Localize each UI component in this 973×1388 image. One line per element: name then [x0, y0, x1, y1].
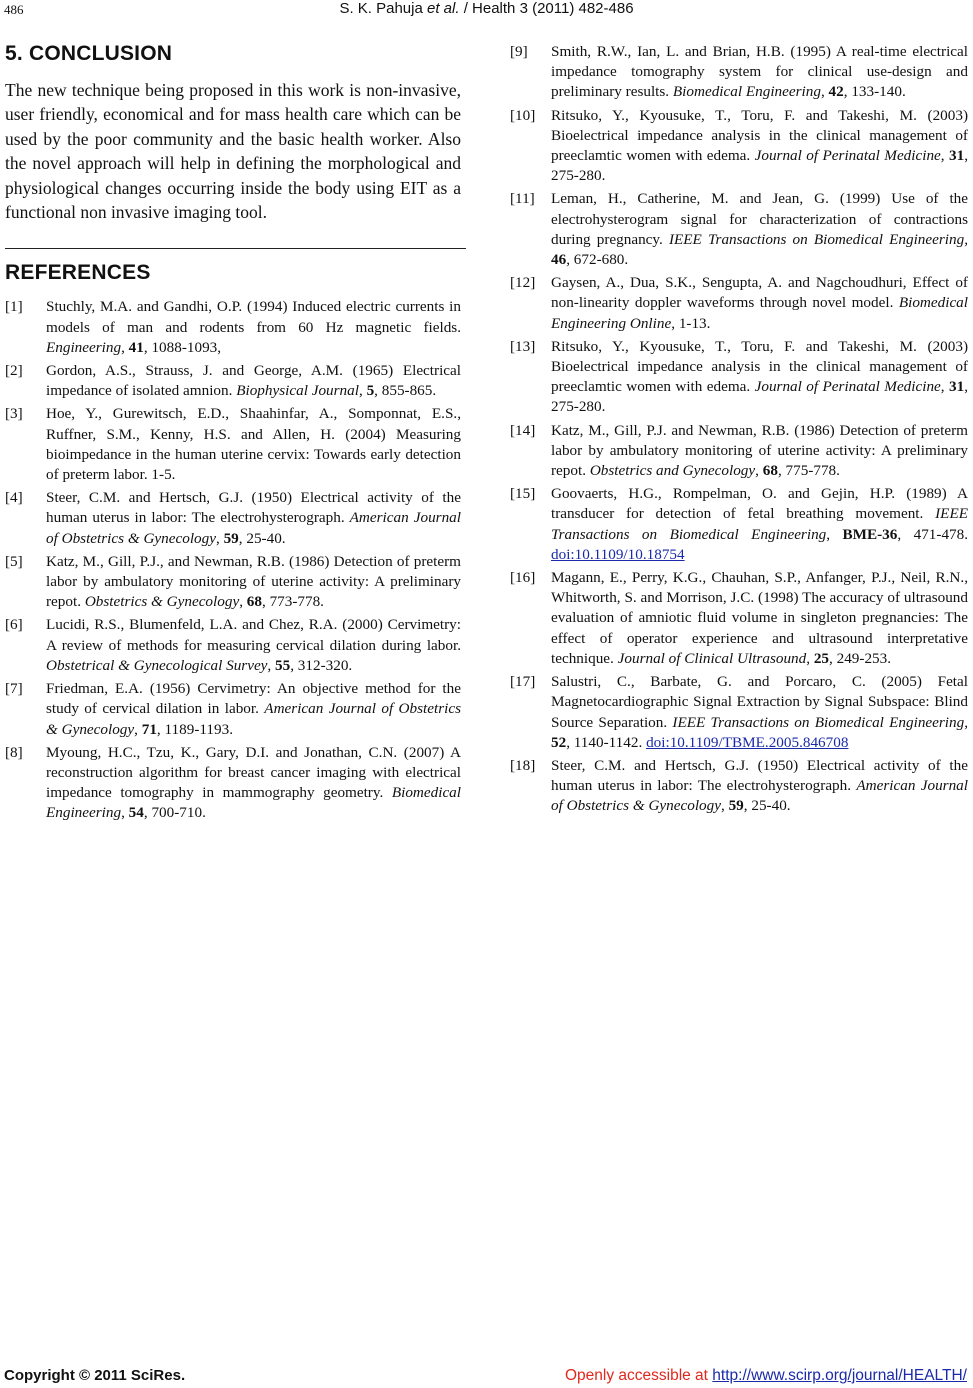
reference-pages: , 312-320.	[290, 656, 353, 674]
reference-item	[5, 297, 461, 358]
reference-text: Katz, M., Gill, P.J. and Newman, R.B. (1986) Detection of preterm labor by ambulatory monitoring of uterine activity: A preliminary repot.	[551, 421, 968, 480]
reference-text: Hoe, Y., Gurewitsch, E.D., Shaahinfar, A., Somponnat, E.S., Ruffner, S.M., Kenny, H.S. and Allen, H. (2004) Measuring bioimpedance in the human uterine cervix: Towards early detection of preterm labor. 1-5.	[46, 405, 461, 484]
reference-volume: 68	[246, 593, 262, 611]
reference-text: Steer, C.M. and Hertsch, G.J. (1950) Electrical activity of the human uterus in labor: The electrohysterograph.	[551, 756, 968, 795]
reference-journal: Biomedical Engineering	[46, 784, 461, 822]
reference-text: Lucidi, R.S., Blumenfeld, L.A. and Chez, R.A. (2000) Cervimetry: A review of methods for measuring cervical dilation during labor.	[46, 616, 461, 654]
left-column	[5, 42, 461, 827]
header-authors: S. K. Pahuja	[339, 0, 423, 17]
reference-pages: , 25-40.	[743, 797, 791, 815]
reference-journal: Obstetrical & Gynecological Survey	[46, 656, 268, 674]
reference-item	[5, 552, 461, 613]
reference-journal: Journal of Clinical Ultrasound	[617, 649, 807, 667]
conclusion-paragraph: The new technique being proposed in this work is non-invasive, user friendly, economical and for mass health care which can be used by the poor community and the basic health worker. Also the novel approach will help in defining the morphological and physiological changes occurring inside the body using EIT as a functional non invasive imaging tool.	[5, 80, 461, 223]
reference-number: [13]	[510, 337, 536, 355]
reference-number: [3]	[5, 405, 23, 423]
reference-item	[510, 189, 968, 270]
reference-separator: ,	[671, 314, 679, 332]
reference-number: [10]	[510, 106, 536, 124]
reference-number: [14]	[510, 421, 536, 439]
reference-volume: 59	[728, 797, 744, 815]
reference-text: Gordon, A.S., Strauss, J. and George, A.M. (1965) Electrical impedance of isolated amnion.	[46, 362, 461, 400]
reference-text: Leman, H., Catherine, M. and Jean, G. (1999) Use of the electrohysterogram signal for characterization of contractions during pregnancy.	[551, 190, 968, 248]
reference-journal: Biomedical Engineering Online	[551, 294, 968, 332]
reference-number: [11]	[510, 190, 535, 208]
reference-list-left	[5, 297, 461, 823]
reference-pages: , 700-710.	[143, 804, 206, 822]
reference-number: [4]	[5, 489, 23, 507]
reference-journal: IEEE Transactions on Biomedical Engineering	[551, 505, 968, 543]
right-column	[510, 42, 968, 820]
reference-separator: ,	[720, 797, 729, 815]
reference-text: Stuchly, M.A. and Gandhi, O.P. (1994) Induced electric currents in models of man and rodents from 60 Hz magnetic fields.	[46, 298, 461, 336]
reference-separator: ,	[121, 804, 129, 822]
reference-separator: ,	[358, 382, 367, 400]
reference-number: [16]	[510, 569, 536, 587]
reference-text: Friedman, E.A. (1956) Cervimetry: An objective method for the study of cervical dilation in labor.	[46, 680, 461, 718]
reference-separator: ,	[239, 593, 247, 611]
reference-journal: American Journal of Obstetrics & Gynecology	[46, 509, 461, 547]
reference-volume: 25	[813, 649, 830, 667]
reference-volume: 41	[128, 338, 144, 356]
reference-volume: 31	[949, 147, 965, 165]
reference-item	[510, 756, 968, 817]
reference-separator: ,	[134, 720, 142, 738]
reference-journal: IEEE Transactions on Biomedical Engineering	[672, 713, 965, 731]
reference-separator: ,	[940, 378, 950, 396]
reference-volume: 54	[128, 804, 144, 822]
reference-number: [12]	[510, 274, 536, 292]
reference-journal: Biomedical Engineering	[672, 83, 821, 101]
reference-volume: 55	[275, 656, 291, 674]
reference-item	[510, 273, 968, 334]
page-number: 486	[4, 2, 24, 17]
reference-item	[5, 743, 461, 824]
reference-separator: ,	[121, 338, 129, 356]
reference-separator: ,	[964, 713, 969, 731]
reference-number: [7]	[5, 680, 23, 698]
reference-journal: Obstetrics and Gynecology	[589, 462, 756, 480]
header-etal: et al.	[427, 0, 460, 17]
reference-item	[510, 421, 968, 482]
reference-separator: ,	[267, 656, 276, 674]
reference-journal: Journal of Perinatal Medicine	[754, 147, 941, 165]
reference-journal: IEEE Transactions on Biomedical Engineering	[668, 230, 965, 248]
reference-text: Ritsuko, Y., Kyousuke, T., Toru, F. and Takeshi, M. (2003) Bioelectrical impedance analysis in the clinical management of preeclamtic women with edema.	[551, 106, 968, 165]
reference-number: [5]	[5, 552, 23, 570]
reference-text: Katz, M., Gill, P.J., and Newman, R.B. (1986) Detection of preterm labor by ambulatory monitoring of uterine activity: A preliminary repot.	[46, 552, 461, 611]
reference-text: Ritsuko, Y., Kyousuke, T., Toru, F. and Takeshi, M. (2003) Bioelectrical impedance analysis in the clinical management of preeclamtic women with edema.	[551, 337, 968, 396]
reference-volume: 31	[949, 378, 965, 396]
reference-doi-link[interactable]: doi:10.1109/10.18754	[551, 545, 685, 563]
reference-pages: , 672-680.	[566, 251, 629, 269]
reference-journal: American Journal of Obstetrics & Gynecology	[46, 700, 461, 738]
reference-item	[5, 679, 461, 740]
reference-number: [6]	[5, 616, 23, 634]
journal-url-link[interactable]: http://www.scirp.org/journal/HEALTH/	[712, 1367, 967, 1384]
reference-item	[5, 488, 461, 549]
reference-text: Magann, E., Perry, K.G., Chauhan, S.P., Anfanger, P.J., Neil, R.N., Whitworth, S. and Morrison, J.C. (1998) The accuracy of ultrasound evaluation of amniotic fluid volume in singleton pregnancies: The effect of operator experience and ultrasound interpretative technique.	[551, 569, 968, 667]
reference-journal: American Journal of Obstetrics & Gynecology	[551, 777, 968, 815]
reference-pages: , 855-865.	[374, 382, 437, 400]
reference-pages: , 275-280.	[551, 378, 968, 416]
reference-volume: 5	[366, 382, 375, 400]
reference-pages: , 249-253.	[829, 649, 892, 667]
reference-number: [2]	[5, 362, 23, 380]
reference-text: Salustri, C., Barbate, G. and Porcaro, C. (2005) Fetal Magnetocardiographic Signal Extraction by Signal Subspace: Blind Source Separation.	[551, 673, 968, 731]
reference-item	[510, 568, 968, 669]
reference-number: [15]	[510, 485, 536, 503]
section-divider	[5, 248, 466, 249]
reference-number: [1]	[5, 298, 23, 316]
reference-separator: ,	[820, 83, 829, 101]
reference-volume: 52	[551, 733, 567, 751]
reference-text: Goovaerts, H.G., Rompelman, O. and Gejin, H.P. (1989) A transducer for detection of fetal breathing movement.	[551, 485, 968, 523]
reference-list-right	[510, 42, 968, 817]
reference-pages: , 133-140.	[843, 83, 906, 101]
reference-text: Myoung, H.C., Tzu, K., Gary, D.I. and Jonathan, C.N. (2007) A reconstruction algorithm for breast cancer imaging with electrical impedance tomography in mammography geometry.	[46, 743, 461, 802]
reference-text: Gaysen, A., Dua, S.K., Sengupta, A. and Nagchoudhuri, Effect of non-linearity doppler waveforms through novel model.	[551, 274, 968, 312]
reference-pages: , 25-40.	[238, 529, 286, 547]
reference-item	[510, 484, 968, 565]
reference-journal: Biophysical Journal	[236, 382, 359, 400]
reference-item	[510, 672, 968, 753]
reference-pages: , 1088-1093,	[143, 338, 222, 356]
reference-pages: , 1189-1193.	[156, 720, 233, 738]
reference-text: Smith, R.W., Ian, L. and Brian, H.B. (1995) A real-time electrical impedance tomography system for clinical use-design and preliminary results.	[551, 43, 968, 101]
reference-pages: 1-13.	[678, 314, 711, 332]
reference-pages: , 275-280.	[551, 147, 968, 185]
reference-separator: ,	[806, 649, 814, 667]
reference-doi-link[interactable]: doi:10.1109/TBME.2005.846708	[646, 733, 849, 751]
reference-pages: , 773-778.	[261, 593, 324, 611]
reference-item	[5, 361, 461, 401]
reference-item	[510, 337, 968, 418]
reference-volume: 68	[762, 462, 778, 480]
reference-journal: Engineering	[46, 338, 122, 356]
reference-journal: Journal of Perinatal Medicine	[754, 378, 941, 396]
reference-item	[510, 42, 968, 103]
reference-volume: BME-36	[842, 525, 898, 543]
reference-volume: 71	[141, 720, 157, 738]
open-access-footer	[565, 1367, 967, 1385]
reference-pages: , 775-778.	[777, 462, 840, 480]
reference-number: [18]	[510, 756, 536, 774]
references-heading: REFERENCES	[5, 261, 151, 285]
reference-separator: ,	[215, 529, 224, 547]
reference-separator: ,	[755, 462, 763, 480]
reference-item	[5, 615, 461, 676]
reference-text: Steer, C.M. and Hertsch, G.J. (1950) Electrical activity of the human uterus in labor: The electrohysterograph.	[46, 489, 461, 527]
reference-item	[5, 404, 461, 485]
reference-journal: Obstetrics & Gynecology	[84, 593, 240, 611]
header-journal: / Health 3 (2011) 482-486	[463, 0, 634, 17]
reference-number: [17]	[510, 673, 536, 691]
reference-separator: ,	[940, 147, 950, 165]
reference-separator: ,	[964, 230, 968, 248]
reference-item	[510, 106, 968, 187]
copyright-notice: Copyright © 2011 SciRes.	[4, 1367, 186, 1384]
reference-number: [9]	[510, 43, 528, 60]
reference-volume: 59	[223, 529, 239, 547]
reference-separator: ,	[826, 525, 843, 543]
running-header	[0, 0, 973, 17]
reference-pages: , 1140-1142.	[566, 733, 647, 751]
reference-volume: 42	[828, 83, 844, 101]
open-access-text: Openly accessible at	[564, 1367, 713, 1384]
reference-number: [8]	[5, 743, 23, 761]
reference-volume: 46	[551, 251, 567, 269]
conclusion-heading: 5. CONCLUSION	[5, 42, 173, 65]
reference-pages: , 471-478.	[897, 525, 969, 543]
